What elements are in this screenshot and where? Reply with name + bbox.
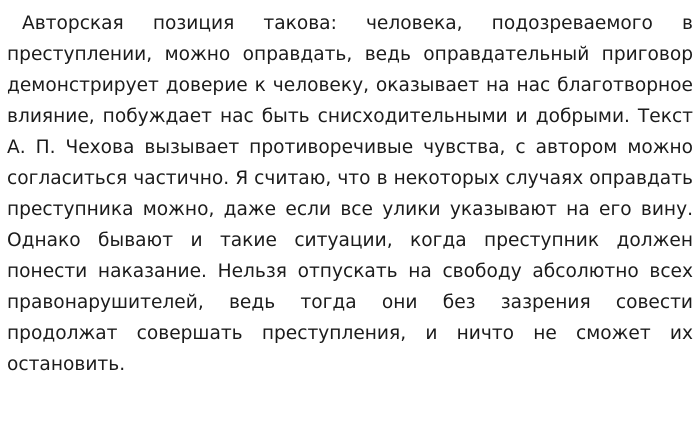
essay-paragraph: Авторская позиция такова: человека, подозреваемого в преступлении, можно оправдать, ведь оправдательный приговор демонстрирует доверие к человеку, оказывает на нас благотворное влияние, побуждает нас быть снисходительными и добрыми. Текст А. П. Чехова вызывает противоречивые чувства, с автором можно согласиться частично. Я считаю, что в некоторых случаях оправдать преступника можно, даже если все улики указывают на его вину. Однако бывают и такие ситуации, когда преступник должен понести наказание. Нельзя отпускать на свободу абсолютно всех правонарушителей, ведь тогда они без зазрения совести продолжат совершать преступления, и ничто не сможет их остановить. <box>7 13 693 375</box>
document-body <box>7 8 693 380</box>
